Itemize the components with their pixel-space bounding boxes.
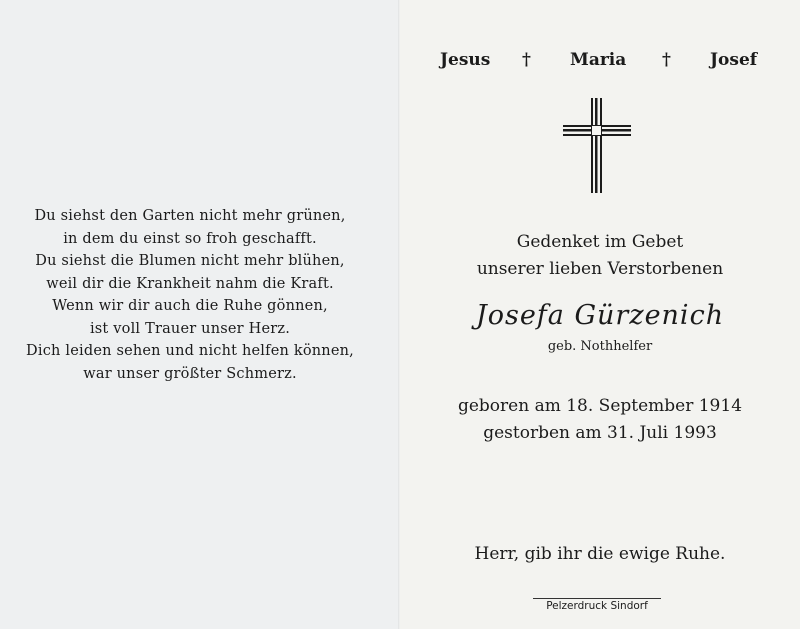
- header-dagger: †: [522, 50, 531, 70]
- poem-line: in dem du einst so froh geschafft.: [63, 230, 317, 247]
- header-maria: Maria: [570, 50, 627, 70]
- printer-credit: Pelzerdruck Sindorf: [546, 600, 648, 612]
- death-date: gestorben am 31. Juli 1993: [483, 423, 717, 443]
- blessing-line: Herr, gib ihr die ewige Ruhe.: [474, 544, 726, 564]
- birth-date: geboren am 18. September 1914: [457, 396, 743, 416]
- right-page: [400, 0, 800, 629]
- poem-line: Du siehst die Blumen nicht mehr blühen,: [35, 253, 345, 269]
- poem-line: Du siehst den Garten nicht mehr grünen,: [34, 208, 346, 224]
- poem-line: Dich leiden sehen und nicht helfen können,: [26, 343, 354, 359]
- life-dates: [400, 393, 800, 447]
- latin-cross-icon: [563, 98, 631, 193]
- poem-line: Wenn wir dir auch die Ruhe gönnen,: [52, 298, 328, 314]
- memorial-poem: [0, 205, 380, 385]
- prayer-request: [400, 229, 800, 283]
- deceased-name: Josefa Gürzenich: [475, 300, 725, 331]
- printer-divider: [533, 598, 661, 599]
- maiden-name: geb. Nothhelfer: [547, 339, 653, 354]
- header-jesus: Jesus: [440, 50, 491, 70]
- poem-line: war unser größter Schmerz.: [83, 365, 297, 382]
- header-dagger: †: [662, 50, 671, 70]
- poem-line: ist voll Trauer unser Herz.: [89, 320, 291, 337]
- header-josef: Josef: [710, 50, 758, 70]
- prayer-line: Gedenket im Gebet: [516, 232, 684, 252]
- poem-line: weil dir die Krankheit nahm die Kraft.: [46, 275, 334, 292]
- prayer-line: unserer lieben Verstorbenen: [476, 259, 724, 279]
